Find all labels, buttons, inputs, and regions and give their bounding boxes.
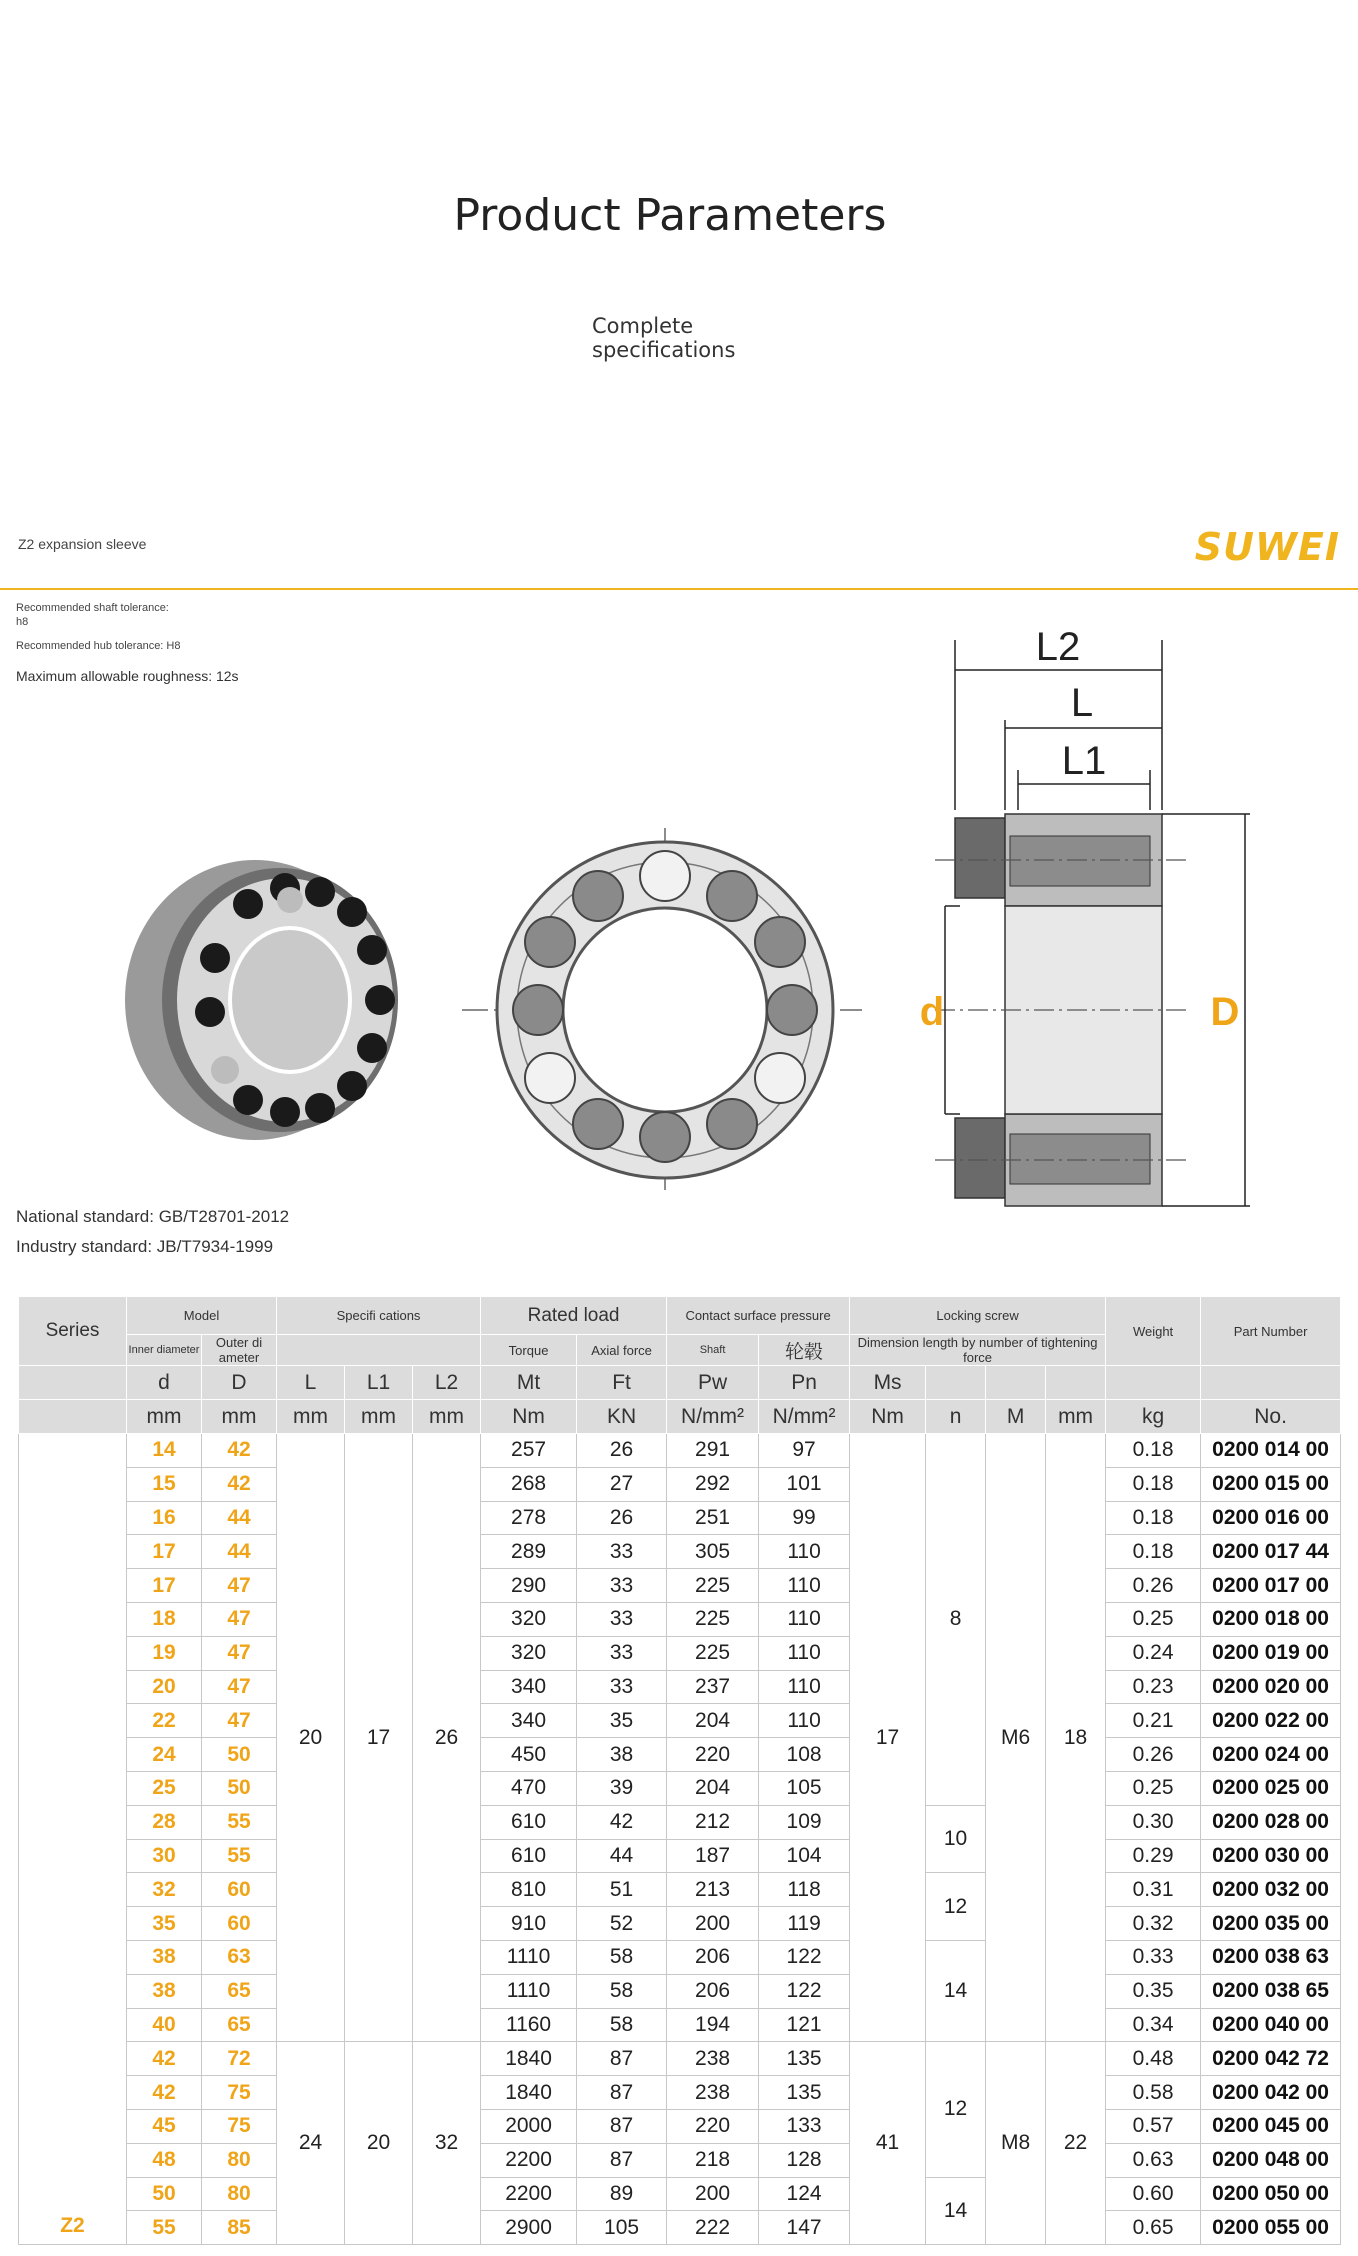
unit-n: n [926,1400,986,1434]
hub-pressure-cell: 110 [759,1569,850,1603]
table-row [19,2076,1341,2110]
outer-diameter-cell: 85 [202,2211,277,2245]
table-row [19,1569,1341,1603]
inner-diameter-cell: 17 [127,1569,202,1603]
table-row [19,2042,1341,2076]
axial-force-cell: 26 [577,1434,667,1468]
unit-Pn: N/mm² [759,1400,850,1434]
table-row [19,1670,1341,1704]
sleeve-diagram [0,620,1358,1220]
industry-standard: Industry standard: JB/T7934-1999 [16,1237,274,1256]
table-row [19,2211,1341,2245]
outer-diameter-cell: 60 [202,1873,277,1907]
torque-cell: 320 [481,1602,577,1636]
sym-Mt: Mt [481,1366,577,1400]
shaft-pressure-cell: 225 [667,1602,759,1636]
dim-label-L1: L1 [1061,739,1107,783]
inner-diameter-cell: 17 [127,1535,202,1569]
hub-pressure-cell: 99 [759,1501,850,1535]
shaft-pressure-cell: 225 [667,1569,759,1603]
screw-length-cell: 22 [1046,2042,1106,2245]
L1-cell: 17 [345,1434,413,2042]
inner-diameter-cell: 32 [127,1873,202,1907]
hub-pressure-cell: 121 [759,2008,850,2042]
hub-pressure-cell: 105 [759,1771,850,1805]
inner-diameter-cell: 42 [127,2042,202,2076]
axial-force-cell: 27 [577,1467,667,1501]
torque-cell: 1840 [481,2076,577,2110]
Ms-cell: 17 [850,1434,926,2042]
outer-diameter-cell: 55 [202,1839,277,1873]
part-number-cell: 0200 024 00 [1201,1738,1341,1772]
torque-cell: 610 [481,1839,577,1873]
outer-diameter-cell: 42 [202,1434,277,1468]
inner-diameter-cell: 15 [127,1467,202,1501]
shaft-pressure-cell: 187 [667,1839,759,1873]
axial-force-cell: 58 [577,1974,667,2008]
axial-force-cell: 33 [577,1670,667,1704]
axial-force-cell: 87 [577,2076,667,2110]
header-weight: Weight [1106,1297,1201,1366]
axial-force-cell: 52 [577,1907,667,1941]
sym-L2: L2 [413,1366,481,1400]
part-number-cell: 0200 055 00 [1201,2211,1341,2245]
table-row [19,1873,1341,1907]
axial-force-cell: 33 [577,1636,667,1670]
unit-D: mm [202,1400,277,1434]
outer-diameter-cell: 63 [202,1940,277,1974]
hub-pressure-cell: 97 [759,1434,850,1468]
part-number-cell: 0200 017 44 [1201,1535,1341,1569]
hub-pressure-cell: 110 [759,1670,850,1704]
part-number-cell: 0200 032 00 [1201,1873,1341,1907]
table-row [19,1704,1341,1738]
unit-no: No. [1201,1400,1341,1434]
torque-cell: 340 [481,1704,577,1738]
sym-L: L [277,1366,345,1400]
weight-cell: 0.18 [1106,1467,1201,1501]
table-row [19,1805,1341,1839]
shaft-tolerance-value: h8 [16,616,29,628]
outer-diameter-cell: 50 [202,1771,277,1805]
inner-diameter-cell: 25 [127,1771,202,1805]
hub-pressure-cell: 110 [759,1535,850,1569]
hub-pressure-cell: 119 [759,1907,850,1941]
hub-pressure-cell: 118 [759,1873,850,1907]
inner-diameter-cell: 55 [127,2211,202,2245]
page-subtitle: Complete specifications [592,314,736,362]
outer-diameter-cell: 55 [202,1805,277,1839]
header-series: Series [19,1297,127,1366]
inner-diameter-cell: 20 [127,1670,202,1704]
shaft-pressure-cell: 225 [667,1636,759,1670]
part-number-cell: 0200 040 00 [1201,2008,1341,2042]
part-number-cell: 0200 038 63 [1201,1940,1341,1974]
shaft-pressure-cell: 194 [667,2008,759,2042]
hub-pressure-cell: 110 [759,1636,850,1670]
part-number-cell: 0200 020 00 [1201,1670,1341,1704]
weight-cell: 0.18 [1106,1501,1201,1535]
unit-L1: mm [345,1400,413,1434]
outer-diameter-cell: 80 [202,2177,277,2211]
axial-force-cell: 33 [577,1569,667,1603]
weight-cell: 0.18 [1106,1535,1201,1569]
part-number-cell: 0200 042 00 [1201,2076,1341,2110]
axial-force-cell: 26 [577,1501,667,1535]
dim-label-d: d [919,990,945,1034]
table-row [19,1501,1341,1535]
weight-cell: 0.26 [1106,1569,1201,1603]
dim-label-L2: L2 [1035,625,1081,669]
shaft-pressure-cell: 204 [667,1771,759,1805]
table-row [19,2008,1341,2042]
torque-cell: 290 [481,1569,577,1603]
unit-Mmm: mm [1046,1400,1106,1434]
hub-pressure-cell: 128 [759,2143,850,2177]
table-row [19,2177,1341,2211]
header-outer: Outer di ameter [202,1335,277,1366]
shaft-pressure-cell: 200 [667,2177,759,2211]
torque-cell: 257 [481,1434,577,1468]
shaft-pressure-cell: 305 [667,1535,759,1569]
outer-diameter-cell: 75 [202,2109,277,2143]
table-row [19,1738,1341,1772]
unit-Mt: Nm [481,1400,577,1434]
L1-cell: 20 [345,2042,413,2245]
inner-diameter-cell: 45 [127,2109,202,2143]
axial-force-cell: 33 [577,1602,667,1636]
outer-diameter-cell: 75 [202,2076,277,2110]
unit-d: mm [127,1400,202,1434]
table-row [19,1602,1341,1636]
inner-diameter-cell: 42 [127,2076,202,2110]
part-number-cell: 0200 045 00 [1201,2109,1341,2143]
weight-cell: 0.26 [1106,1738,1201,1772]
header-hub: 轮毂 [759,1335,850,1366]
table-row [19,1771,1341,1805]
weight-cell: 0.31 [1106,1873,1201,1907]
screw-count-cell: 12 [926,1873,986,1941]
spec-table [18,1296,1341,2245]
outer-diameter-cell: 65 [202,1974,277,2008]
hub-pressure-cell: 122 [759,1940,850,1974]
part-number-cell: 0200 042 72 [1201,2042,1341,2076]
hub-pressure-cell: 110 [759,1704,850,1738]
screw-size-cell: M6 [986,1434,1046,2042]
section-view-icon [920,625,1250,1206]
axial-force-cell: 58 [577,1940,667,1974]
header-specs: Specifi cations [277,1297,481,1335]
hub-pressure-cell: 104 [759,1839,850,1873]
inner-diameter-cell: 24 [127,1738,202,1772]
shaft-pressure-cell: 291 [667,1434,759,1468]
outer-diameter-cell: 65 [202,2008,277,2042]
torque-cell: 320 [481,1636,577,1670]
torque-cell: 450 [481,1738,577,1772]
screw-count-cell: 14 [926,1940,986,2041]
inner-diameter-cell: 40 [127,2008,202,2042]
torque-cell: 340 [481,1670,577,1704]
axial-force-cell: 44 [577,1839,667,1873]
hub-pressure-cell: 108 [759,1738,850,1772]
unit-L: mm [277,1400,345,1434]
inner-diameter-cell: 28 [127,1805,202,1839]
product-photo-icon [125,860,398,1140]
part-number-cell: 0200 016 00 [1201,1501,1341,1535]
axial-force-cell: 58 [577,2008,667,2042]
torque-cell: 810 [481,1873,577,1907]
inner-diameter-cell: 22 [127,1704,202,1738]
shaft-pressure-cell: 251 [667,1501,759,1535]
roughness-note: Maximum allowable roughness: 12s [16,668,239,684]
weight-cell: 0.48 [1106,2042,1201,2076]
table-row [19,2143,1341,2177]
outer-diameter-cell: 42 [202,1467,277,1501]
table-row [19,1839,1341,1873]
L-cell: 20 [277,1434,345,2042]
axial-force-cell: 105 [577,2211,667,2245]
header-shaft: Shaft [667,1335,759,1366]
inner-diameter-cell: 38 [127,1974,202,2008]
header-inner: Inner diameter [127,1335,202,1366]
screw-count-cell: 14 [926,2177,986,2245]
spec-table-body [19,1434,1341,2245]
spec-table-wrap [18,1296,1340,2245]
sym-D: D [202,1366,277,1400]
hub-pressure-cell: 124 [759,2177,850,2211]
shaft-pressure-cell: 212 [667,1805,759,1839]
sym-Pw: Pw [667,1366,759,1400]
weight-cell: 0.21 [1106,1704,1201,1738]
torque-cell: 1160 [481,2008,577,2042]
shaft-pressure-cell: 220 [667,1738,759,1772]
weight-cell: 0.23 [1106,1670,1201,1704]
screw-count-cell: 12 [926,2042,986,2177]
torque-cell: 1110 [481,1974,577,2008]
weight-cell: 0.60 [1106,2177,1201,2211]
hub-pressure-cell: 110 [759,1602,850,1636]
weight-cell: 0.35 [1106,1974,1201,2008]
L2-cell: 26 [413,1434,481,2042]
screw-length-cell: 18 [1046,1434,1106,2042]
shaft-pressure-cell: 218 [667,2143,759,2177]
weight-cell: 0.58 [1106,2076,1201,2110]
product-name: Z2 expansion sleeve [18,536,147,552]
hub-pressure-cell: 109 [759,1805,850,1839]
header-rated-load: Rated load [481,1297,667,1335]
sym-n-blank [926,1366,986,1400]
weight-cell: 0.24 [1106,1636,1201,1670]
outer-diameter-cell: 47 [202,1704,277,1738]
inner-diameter-cell: 19 [127,1636,202,1670]
outer-diameter-cell: 50 [202,1738,277,1772]
part-number-cell: 0200 017 00 [1201,1569,1341,1603]
table-row [19,1467,1341,1501]
torque-cell: 470 [481,1771,577,1805]
screw-count-cell: 10 [926,1805,986,1873]
axial-force-cell: 87 [577,2109,667,2143]
torque-cell: 2900 [481,2211,577,2245]
weight-cell: 0.30 [1106,1805,1201,1839]
unit-L2: mm [413,1400,481,1434]
part-number-cell: 0200 014 00 [1201,1434,1341,1468]
weight-cell: 0.18 [1106,1434,1201,1468]
hub-pressure-cell: 122 [759,1974,850,2008]
front-view-icon [462,828,862,1192]
torque-cell: 610 [481,1805,577,1839]
table-row [19,2109,1341,2143]
unit-Ft: KN [577,1400,667,1434]
outer-diameter-cell: 47 [202,1602,277,1636]
unit-Pw: N/mm² [667,1400,759,1434]
inner-diameter-cell: 35 [127,1907,202,1941]
table-row [19,1535,1341,1569]
part-number-cell: 0200 035 00 [1201,1907,1341,1941]
brand-bar [0,520,1358,590]
weight-cell: 0.65 [1106,2211,1201,2245]
header-torque: Torque [481,1335,577,1366]
axial-force-cell: 35 [577,1704,667,1738]
torque-cell: 2200 [481,2143,577,2177]
brand-logo: SUWEI [1194,525,1340,569]
inner-diameter-cell: 38 [127,1940,202,1974]
axial-force-cell: 38 [577,1738,667,1772]
outer-diameter-cell: 47 [202,1569,277,1603]
torque-cell: 2000 [481,2109,577,2143]
part-number-cell: 0200 038 65 [1201,1974,1341,2008]
shaft-pressure-cell: 237 [667,1670,759,1704]
sym-Ft: Ft [577,1366,667,1400]
axial-force-cell: 42 [577,1805,667,1839]
axial-force-cell: 33 [577,1535,667,1569]
outer-diameter-cell: 47 [202,1636,277,1670]
outer-diameter-cell: 60 [202,1907,277,1941]
outer-diameter-cell: 47 [202,1670,277,1704]
header-axial: Axial force [577,1335,667,1366]
outer-diameter-cell: 72 [202,2042,277,2076]
L-cell: 24 [277,2042,345,2245]
sym-Ms: Ms [850,1366,926,1400]
shaft-pressure-cell: 200 [667,1907,759,1941]
axial-force-cell: 51 [577,1873,667,1907]
torque-cell: 910 [481,1907,577,1941]
sym-Pn: Pn [759,1366,850,1400]
dim-label-D: D [1210,990,1240,1034]
inner-diameter-cell: 48 [127,2143,202,2177]
shaft-pressure-cell: 292 [667,1467,759,1501]
hub-pressure-cell: 101 [759,1467,850,1501]
torque-cell: 1110 [481,1940,577,1974]
hub-pressure-cell: 133 [759,2109,850,2143]
axial-force-cell: 39 [577,1771,667,1805]
part-number-cell: 0200 048 00 [1201,2143,1341,2177]
table-row [19,1636,1341,1670]
weight-cell: 0.29 [1106,1839,1201,1873]
torque-cell: 2200 [481,2177,577,2211]
weight-cell: 0.63 [1106,2143,1201,2177]
table-row [19,1434,1341,1468]
axial-force-cell: 89 [577,2177,667,2211]
shaft-pressure-cell: 204 [667,1704,759,1738]
weight-cell: 0.34 [1106,2008,1201,2042]
inner-diameter-cell: 30 [127,1839,202,1873]
shaft-pressure-cell: 238 [667,2042,759,2076]
dim-label-L: L [1070,681,1094,725]
part-number-cell: 0200 028 00 [1201,1805,1341,1839]
shaft-tolerance-label: Recommended shaft tolerance: [16,602,169,614]
inner-diameter-cell: 14 [127,1434,202,1468]
part-number-cell: 0200 050 00 [1201,2177,1341,2211]
unit-Ms: Nm [850,1400,926,1434]
torque-cell: 1840 [481,2042,577,2076]
part-number-cell: 0200 015 00 [1201,1467,1341,1501]
series-cell: Z2 [19,1434,127,2245]
outer-diameter-cell: 80 [202,2143,277,2177]
sym-d: d [127,1366,202,1400]
table-row [19,1907,1341,1941]
header-dimlen: Dimension length by number of tightening force [850,1335,1106,1366]
unit-kg: kg [1106,1400,1201,1434]
table-row [19,1974,1341,2008]
Ms-cell: 41 [850,2042,926,2245]
shaft-pressure-cell: 238 [667,2076,759,2110]
part-number-cell: 0200 018 00 [1201,1602,1341,1636]
unit-M: M [986,1400,1046,1434]
hub-pressure-cell: 135 [759,2042,850,2076]
shaft-pressure-cell: 220 [667,2109,759,2143]
screw-count-cell: 8 [926,1434,986,1806]
page-title: Product Parameters [453,190,887,241]
hub-pressure-cell: 135 [759,2076,850,2110]
weight-cell: 0.32 [1106,1907,1201,1941]
shaft-pressure-cell: 213 [667,1873,759,1907]
table-row [19,1940,1341,1974]
part-number-cell: 0200 030 00 [1201,1839,1341,1873]
hub-pressure-cell: 147 [759,2211,850,2245]
shaft-pressure-cell: 206 [667,1974,759,2008]
part-number-cell: 0200 022 00 [1201,1704,1341,1738]
part-number-cell: 0200 025 00 [1201,1771,1341,1805]
screw-size-cell: M8 [986,2042,1046,2245]
weight-cell: 0.25 [1106,1771,1201,1805]
axial-force-cell: 87 [577,2042,667,2076]
weight-cell: 0.33 [1106,1940,1201,1974]
shaft-pressure-cell: 222 [667,2211,759,2245]
national-standard: National standard: GB/T28701-2012 [16,1207,290,1226]
header-part-number: Part Number [1201,1297,1341,1366]
weight-cell: 0.57 [1106,2109,1201,2143]
torque-cell: 278 [481,1501,577,1535]
outer-diameter-cell: 44 [202,1501,277,1535]
header-model: Model [127,1297,277,1335]
inner-diameter-cell: 16 [127,1501,202,1535]
axial-force-cell: 87 [577,2143,667,2177]
torque-cell: 289 [481,1535,577,1569]
shaft-pressure-cell: 206 [667,1940,759,1974]
hub-tolerance: Recommended hub tolerance: H8 [16,640,181,652]
outer-diameter-cell: 44 [202,1535,277,1569]
sym-L1: L1 [345,1366,413,1400]
header-locking-screw: Locking screw [850,1297,1106,1335]
header-contact-pressure: Contact surface pressure [667,1297,850,1335]
inner-diameter-cell: 18 [127,1602,202,1636]
L2-cell: 32 [413,2042,481,2245]
inner-diameter-cell: 50 [127,2177,202,2211]
torque-cell: 268 [481,1467,577,1501]
part-number-cell: 0200 019 00 [1201,1636,1341,1670]
weight-cell: 0.25 [1106,1602,1201,1636]
